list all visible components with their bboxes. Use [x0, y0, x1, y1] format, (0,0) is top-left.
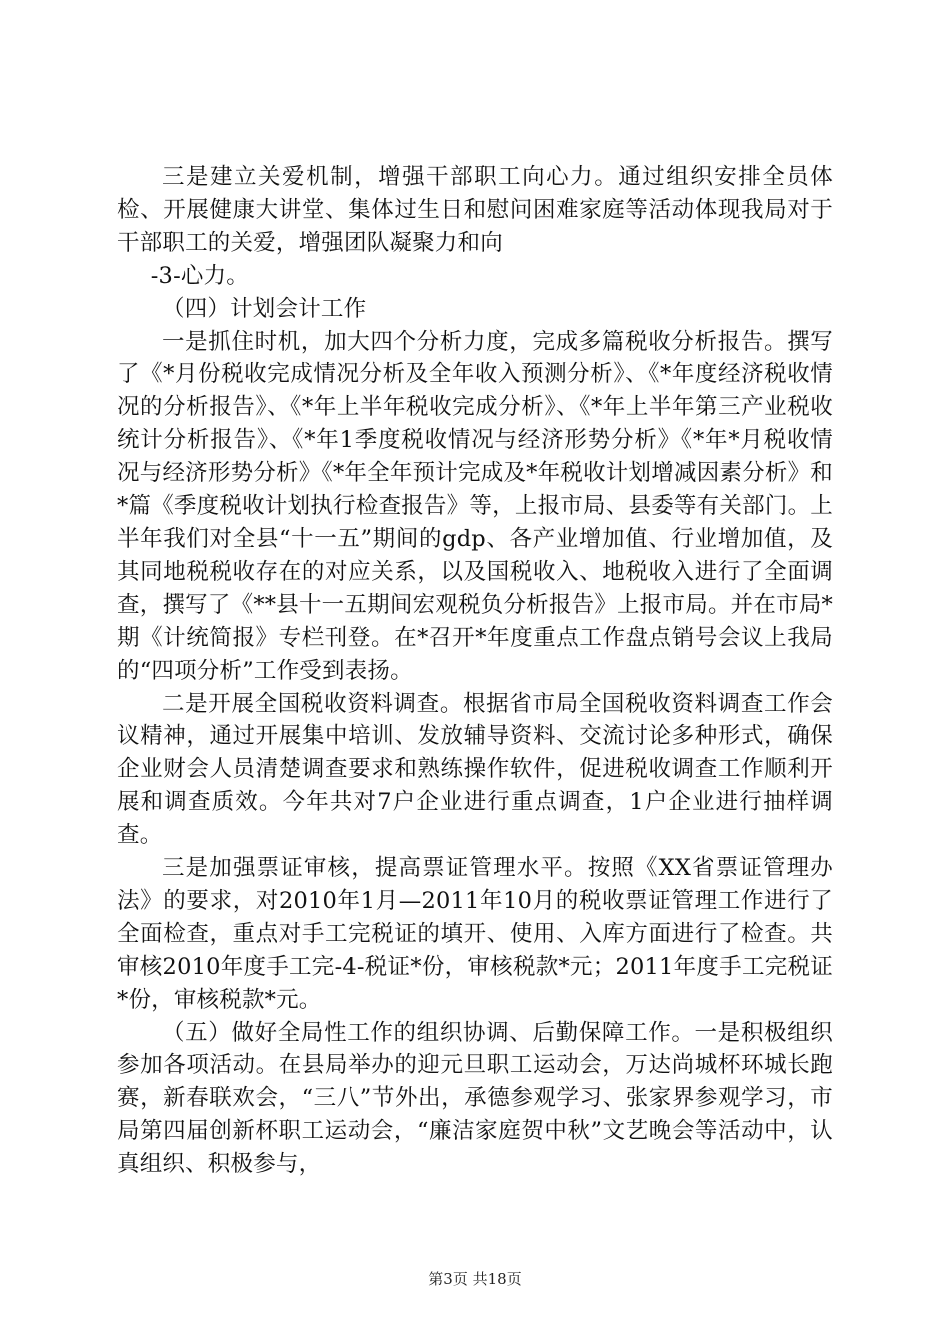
paragraph-care-mechanism: 三是建立关爱机制，增强干部职工向心力。通过组织安排全员体检、开展健康大讲堂、集体过生日和慰问困难家庭等活动体现我局对于干部职工的关爱，增强团队凝聚力和向 [117, 164, 833, 256]
section-heading-planning-accounting: （四）计划会计工作 [162, 295, 367, 322]
document-body [117, 161, 833, 1181]
paragraph-tax-survey: 二是开展全国税收资料调查。根据省市局全国税收资料调查工作会议精神，通过开展集中培训、发放辅导资料、交流讨论多种形式，确保企业财会人员清楚调查要求和熟练操作软件，促进税收调查工作顺利开展和调查质效。今年共对7户企业进行重点调查，1户企业进行抽样调查。 [117, 690, 833, 849]
paragraph-page-marker-3: -3-心力。 [150, 262, 249, 289]
paragraph-tax-analysis: 一是抓住时机，加大四个分析力度，完成多篇税收分析报告。撰写了《*月份税收完成情况分析及全年收入预测分析》、《*年度经济税收情况的分析报告》、《*年上半年税收完成分析》、《*年上半年第三产业税收统计分析报告》、《*年1季度税收情况与经济形势分析》《*年*月税收情况与经济形势分析》《*年全年预计完成及*年税收计划增减因素分析》和*篇《季度税收计划执行检查报告》等，上报市局、县委等有关部门。上半年我们对全县“十一五”期间的gdp、各产业增加值、行业增加值，及其同地税税收存在的对应关系，以及国税收入、地税收入进行了全面调查，撰写了《**县十一五期间宏观税负分析报告》上报市局。并在市局*期《计统简报》专栏刊登。在*召开*年度重点工作盘点销号会议上我局的“四项分析”工作受到表扬。 [117, 328, 833, 684]
paragraph-coordination-logistics: （五）做好全局性工作的组织协调、后勤保障工作。一是积极组织参加各项活动。在县局举办的迎元旦职工运动会，万达尚城杯环城长跑赛，新春联欢会，“三八”节外出，承德参观学习、张家界参观学习，市局第四届创新杯职工运动会，“廉洁家庭贺中秋”文艺晚会等活动中，认真组织、积极参与， [117, 1019, 833, 1178]
paragraph-voucher-audit: 三是加强票证审核，提高票证管理水平。按照《XX省票证管理办法》的要求，对2010年1月—2011年10月的税收票证管理工作进行了全面检查，重点对手工完税证的填开、使用、入库方面进行了检查。共审核2010年度手工完-4-税证*份，审核税款*元；2011年度手工完税证*份，审核税款*元。 [117, 855, 833, 1013]
page-footer: 第3页 共18页 [428, 1270, 522, 1288]
